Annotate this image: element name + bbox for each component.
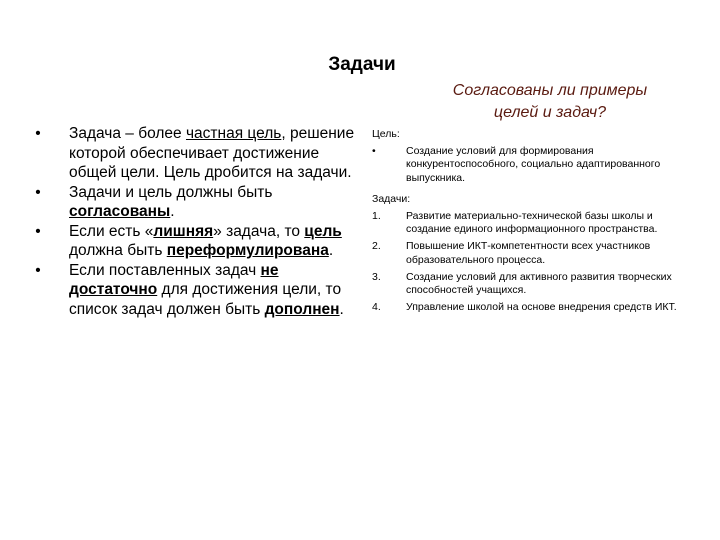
task-item-marker: 2. [372, 240, 381, 253]
task-items [372, 210, 692, 314]
task-item-text: Повышение ИКТ-компетентности всех участников образовательного процесса. [406, 240, 651, 266]
bullet-icon: • [35, 261, 41, 279]
question-text [400, 80, 700, 124]
list-item-text [69, 262, 344, 318]
question-line-1: Согласованы ли примеры [452, 82, 648, 99]
task-item-marker: 4. [372, 301, 381, 314]
task-item [372, 210, 692, 236]
text-segment: Задачи и цель должны быть [69, 183, 273, 201]
emphasized-text: переформулирована [166, 242, 329, 259]
emphasized-text: частная цель [185, 125, 282, 142]
task-item-marker: 3. [372, 270, 381, 283]
text-segment: Задача – более [69, 125, 186, 142]
task-item-text: Развитие материально-технической базы школы и создание единого информационного пространства. [406, 210, 658, 236]
task-item [372, 301, 692, 314]
text-segment: , решение которой обеспечивает достижение общей цели. Цель дробится на задачи. [69, 125, 355, 181]
text-segment: Если есть « [69, 222, 154, 240]
text-segment: . [339, 300, 344, 318]
task-item-text: Управление школой на основе внедрения средств ИКТ. [406, 301, 677, 314]
emphasized-text: цель [304, 222, 342, 240]
tasks-label: Задачи: [372, 192, 411, 205]
list-item-text [69, 125, 354, 181]
question-line-2: целей и задач? [493, 104, 607, 121]
bullet-icon: • [35, 183, 41, 201]
text-segment: . [170, 203, 175, 220]
text-segment: » задача, то [213, 222, 305, 240]
goal-item-text: Создание условий для формирования конкурентоспособного, социально адаптированного выпускника. [406, 145, 661, 184]
list-item [32, 183, 362, 222]
text-segment: для достижения цели, то список задач должен быть [69, 281, 342, 318]
slide-title: Задачи [328, 54, 396, 75]
emphasized-text: не достаточно [69, 261, 279, 298]
goals-tasks-example [372, 128, 692, 318]
bullet-icon: • [35, 125, 41, 142]
task-item-text: Создание условий для активного развития творческих способностей учащихся. [406, 270, 672, 297]
goal-label: Цель: [372, 128, 400, 140]
emphasized-text: дополнен [264, 300, 340, 318]
emphasized-text: лишняя [153, 222, 214, 240]
goal-items [372, 145, 692, 185]
list-item [32, 222, 362, 261]
task-item [372, 271, 692, 297]
bullet-icon: • [35, 222, 41, 240]
goal-item-marker: • [372, 145, 376, 158]
list-item [32, 124, 362, 183]
text-segment: . [328, 242, 334, 259]
list-item-text [69, 223, 342, 260]
task-rules-list [32, 124, 362, 319]
task-item [372, 240, 692, 266]
list-item-text [69, 184, 272, 221]
text-segment: должна быть [69, 242, 167, 259]
list-item [32, 261, 362, 320]
task-item-marker: 1. [372, 210, 381, 223]
emphasized-text: согласованы [69, 203, 171, 220]
text-segment: Если поставленных задач [69, 261, 261, 279]
goal-item [372, 145, 692, 185]
